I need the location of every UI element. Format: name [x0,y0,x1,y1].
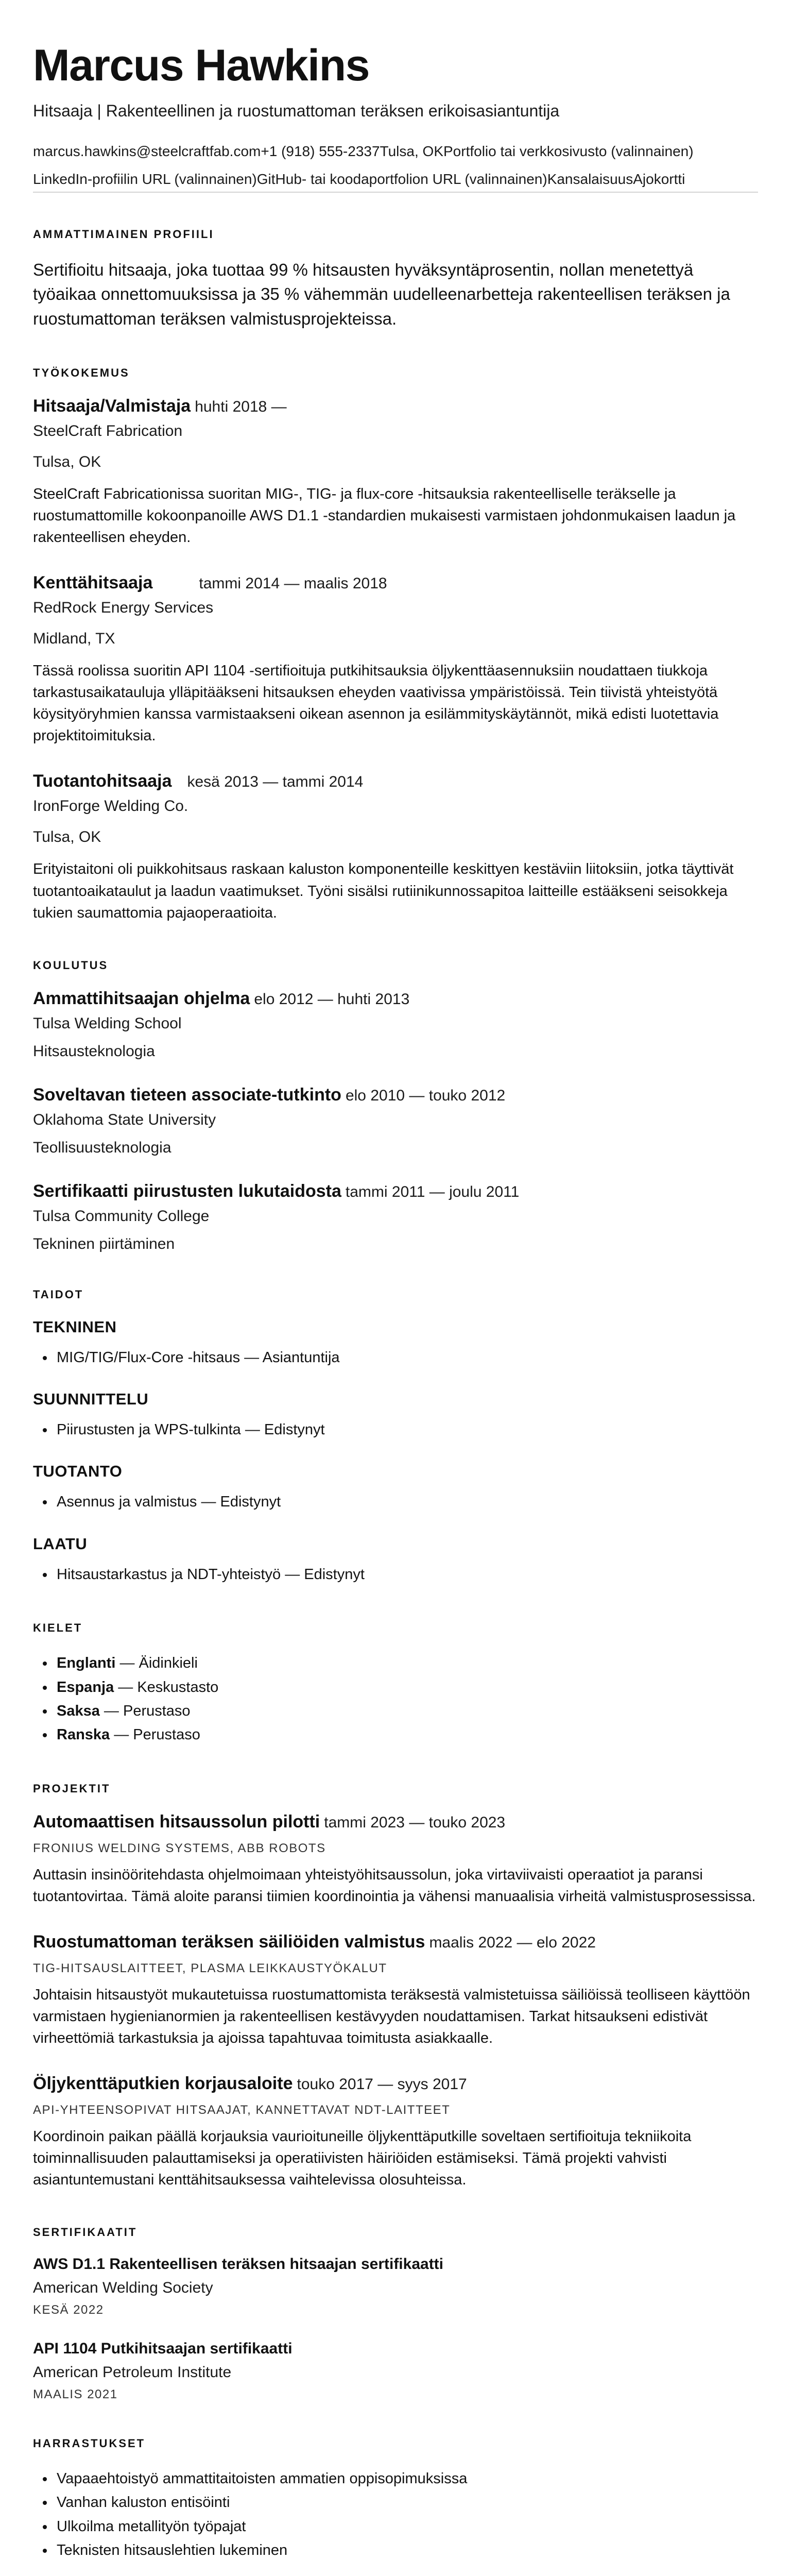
degree-title: Sertifikaatti piirustusten lukutaidosta [33,1181,341,1201]
section-title-profile: AMMATTIMAINEN PROFIILI [33,227,214,241]
section-title-projects: PROJEKTIT [33,1782,111,1795]
hobby-item: • Ulkoilma metallityön työpajat [55,2515,758,2538]
skills-section [33,1288,758,1587]
certificate-date: MAALIS 2021 [33,2387,118,2402]
language-item [55,1675,758,1699]
language-name: Englanti [57,1655,116,1672]
language-item [55,1651,758,1675]
skill-category: LAATU [33,1534,88,1553]
hobbies-section [33,2437,758,2563]
section-title-experience: TYÖKOKEMUS [33,366,130,380]
linkedin-link[interactable]: LinkedIn-profiilin URL (valinnainen) [33,171,257,187]
candidate-name: Marcus Hawkins [33,41,369,90]
skill-group [33,1318,758,1369]
job-description: Tässä roolissa suoritin API 1104 -sertifioituja putkihitsauksia öljykenttäasennuksiin noudattaen tiukkoja tarkastusaikatauluja ylläpitääkseni hitsauksen eheyden vaativissa ympäristöissä. Tein tiivistä yhteistyötä köysityöryhmien kanssa varmistaakseni oikean asennon ja esilämmityskäytännöt, mikä edisti luotettavia projektitoimituksia. [33,663,719,744]
section-title-skills: TAIDOT [33,1287,84,1301]
phone-text: +1 (918) 555-2337 [261,143,380,159]
project-title: Automaattisen hitsaussolun pilotti [33,1811,320,1832]
project-tools: TIG-HITSAUSLAITTEET, PLASMA LEIKKAUSTYÖKALUT [33,1961,387,1975]
job-location: Midland, TX [33,630,115,648]
field-of-study: Teollisuusteknologia [33,1139,171,1156]
hobby-list [33,2467,758,2563]
certificate-entry [33,2340,758,2402]
language-level: — Perustaso [99,1702,191,1719]
skill-group [33,1462,758,1514]
skill-group [33,1535,758,1586]
education-dates: tammi 2011 — joulu 2011 [345,1183,520,1200]
profile-summary: Sertifioitu hitsaaja, joka tuottaa 99 % hitsausten hyväksyntäprosentin, nollan menetettyä työaikaa onnettomuuksissa ja 35 % vähemmän uudelleenarbetteja rakenteellisen teräksen ja ruostumattoman teräksen valmistusprojekteissa. [33,260,730,329]
skill-category: SUUNNITTELU [33,1389,149,1408]
skill-category: TEKNINEN [33,1317,117,1336]
contact-row-primary [33,143,758,160]
project-tools: API-YHTEENSOPIVAT HITSAAJAT, KANNETTAVAT NDT-LAITTEET [33,2103,451,2117]
citizenship-text: Kansalaisuus [547,171,633,187]
profile-section [33,228,758,332]
job-location: Tulsa, OK [33,828,101,846]
section-title-languages: KIELET [33,1621,83,1635]
school-name: Tulsa Community College [33,1207,210,1225]
job-description: SteelCraft Fabricationissa suoritan MIG-, TIG- ja flux-core -hitsauksia rakenteelliselle teräkselle ja ruostumattomille kokoonpanoille AWS D1.1 -standardien mukaisesti varmistaen johdonmukaisen laadun ja rakenteellisen eheyden. [33,486,736,546]
job-dates: huhti 2018 — [195,398,287,416]
portfolio-link[interactable]: Portfolio tai verkkosivusto (valinnainen) [443,143,694,159]
project-title: Ruostumattoman teräksen säiliöiden valmistus [33,1931,425,1952]
language-item [55,1723,758,1747]
company-name: IronForge Welding Co. [33,798,188,815]
contact-row-secondary [33,171,758,188]
project-dates: tammi 2023 — touko 2023 [324,1814,506,1831]
language-name: Ranska [57,1726,110,1743]
resume-header [33,41,758,193]
skill-item: • MIG/TIG/Flux-Core -hitsaus — Asiantuntija [55,1346,758,1369]
hobby-item: • Teknisten hitsauslehtien lukeminen [55,2538,758,2562]
education-dates: elo 2012 — huhti 2013 [254,990,410,1008]
project-title: Öljykenttäputkien korjausaloite [33,2073,293,2093]
section-title-education: KOULUTUS [33,958,109,972]
language-level: — Äidinkieli [115,1655,198,1672]
language-name: Saksa [57,1702,100,1719]
experience-section [33,366,758,923]
certificate-entry [33,2256,758,2317]
headline: Hitsaaja | Rakenteellinen ja ruostumattoman teräksen erikoisasiantuntija [33,101,560,120]
project-description: Auttasin insinööritehdasta ohjelmoimaan yhteistyöhitsaussolun, joka virtaviivaisti operaatiot ja paransi tuotantovirtaa. Tämä aloite paransi tiimien koordinointia ja vähensi manuaalisia virheitä valmistusprosessissa. [33,1866,756,1905]
job-dates: kesä 2013 — tammi 2014 [187,773,364,791]
experience-entry [33,771,758,923]
skill-item: • Piirustusten ja WPS-tulkinta — Edistynyt [55,1418,758,1442]
project-tools: FRONIUS WELDING SYSTEMS, ABB ROBOTS [33,1841,326,1855]
project-entry [33,1932,758,2049]
certificate-title: API 1104 Putkihitsaajan sertifikaatti [33,2340,293,2358]
projects-section [33,1782,758,2191]
certificate-title: AWS D1.1 Rakenteellisen teräksen hitsaajan sertifikaatti [33,2256,444,2273]
job-title: Tuotantohitsaaja [33,771,172,791]
certificate-date: KESÄ 2022 [33,2303,104,2317]
field-of-study: Hitsausteknologia [33,1042,155,1060]
degree-title: Soveltavan tieteen associate-tutkinto [33,1084,341,1105]
project-entry [33,1812,758,1907]
section-title-hobbies: HARRASTUKSET [33,2437,146,2450]
language-list [33,1651,758,1747]
experience-entry [33,396,758,548]
project-dates: touko 2017 — syys 2017 [297,2075,467,2093]
job-title: Kenttähitsaaja [33,573,153,593]
language-item [55,1699,758,1723]
skill-category: TUOTANTO [33,1462,123,1481]
drivers-license-text: Ajokortti [633,171,685,187]
company-name: RedRock Energy Services [33,599,214,617]
project-description: Johtaisin hitsaustyöt mukautetuissa ruostumattomista teräksestä valmistetuissa säiliöissä teolliseen käyttöön varmistaen hygienianormien ja rakenteellisen kestävyyden noudattamisen. Tarkat hitsaukseni edistivät virheettömiä tarkastuksia ja ajoissa tapahtuvaa toimitusta asiakkaalle. [33,1986,750,2046]
job-title: Hitsaaja/Valmistaja [33,396,191,416]
github-link[interactable]: GitHub- tai koodaportfolion URL (valinnainen) [256,171,547,187]
education-section [33,959,758,1253]
field-of-study: Tekninen piirtäminen [33,1235,175,1252]
location-text: Tulsa, OK [380,143,443,159]
job-description: Erityistaitoni oli puikkohitsaus raskaan kaluston komponenteille keskittyen kestäviin liitoksiin, jotka täyttivät tuotantoaikataulut ja laadun vaatimukset. Työni sisälsi rutiinikunnossapitoa laitteille estääkseni seisokkeja tukien saumattomia pajaoperaatioita. [33,861,734,921]
skill-item: • Hitsaustarkastus ja NDT-yhteistyö — Edistynyt [55,1563,758,1586]
job-dates: tammi 2014 — maalis 2018 [199,575,387,592]
education-entry [33,1085,758,1157]
project-dates: maalis 2022 — elo 2022 [429,1934,596,1951]
certificate-issuer: American Welding Society [33,2279,213,2297]
job-location: Tulsa, OK [33,453,101,471]
certificate-issuer: American Petroleum Institute [33,2364,232,2381]
certificates-section [33,2226,758,2402]
header-divider [33,192,758,193]
email-link[interactable]: marcus.hawkins@steelcraftfab.com [33,143,261,159]
section-title-certificates: SERTIFIKAATIT [33,2226,137,2239]
skill-item: • Asennus ja valmistus — Edistynyt [55,1490,758,1514]
skill-group [33,1390,758,1442]
degree-title: Ammattihitsaajan ohjelma [33,988,250,1008]
language-level: — Perustaso [110,1726,200,1743]
project-description: Koordinoin paikan päällä korjauksia vaurioituneille öljykenttäputkille soveltaen sertifioituja tekniikoita toiminnallisuuden palauttamiseksi ja operatiivisten häiriöiden estämiseksi. Tämä projekti vahvisti asiantuntemustani kenttähitsauksessa vaihtelevissa olosuhteissa. [33,2128,692,2189]
school-name: Oklahoma State University [33,1111,216,1128]
languages-section [33,1621,758,1747]
hobby-item: • Vanhan kaluston entisöinti [55,2490,758,2514]
hobby-item: • Vapaaehtoistyö ammattitaitoisten ammatien oppisopimuksissa [55,2467,758,2490]
education-entry [33,989,758,1060]
company-name: SteelCraft Fabrication [33,422,183,440]
project-entry [33,2074,758,2191]
experience-entry [33,573,758,747]
education-dates: elo 2010 — touko 2012 [345,1087,506,1104]
school-name: Tulsa Welding School [33,1014,182,1032]
language-level: — Keskustasto [114,1679,219,1696]
language-name: Espanja [57,1679,114,1696]
education-entry [33,1181,758,1253]
